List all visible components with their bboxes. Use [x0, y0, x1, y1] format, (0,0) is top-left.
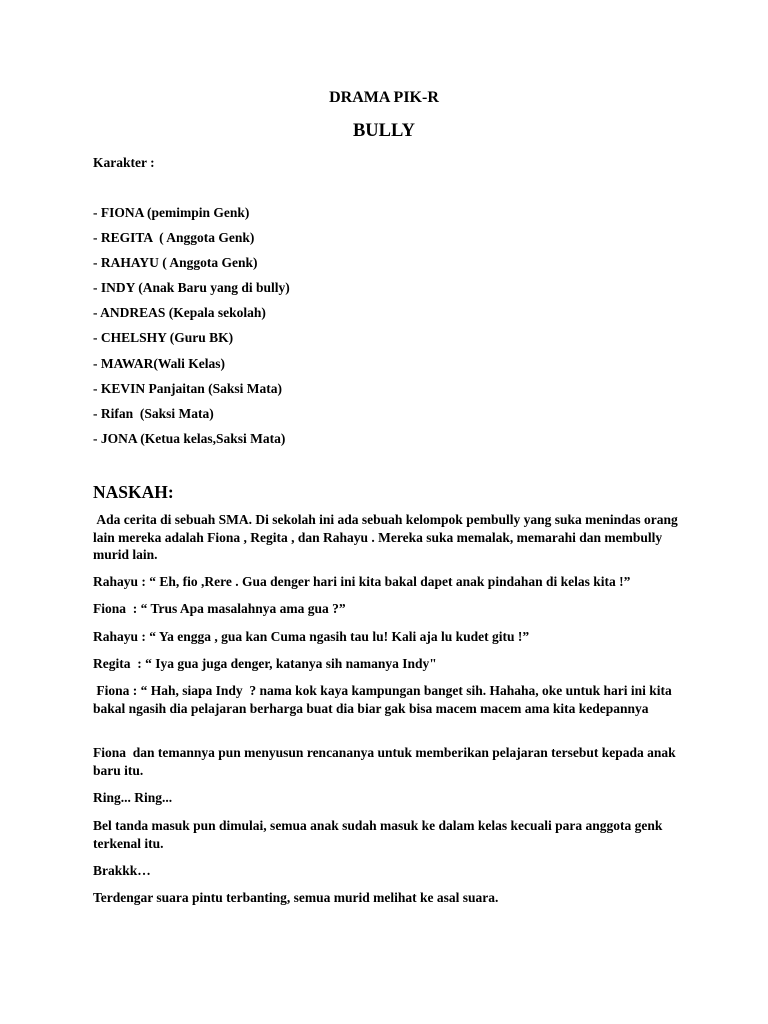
character-item: - CHELSHY (Guru BK) [93, 330, 234, 346]
script-paragraph: Brakkk… [93, 863, 151, 878]
script-paragraph: Regita : “ Iya gua juga denger, katanya sih namanya Indy" [93, 656, 437, 671]
script-paragraph: Bel tanda masuk pun dimulai, semua anak sudah masuk ke dalam kelas kecuali para anggota genk terkenal itu. [93, 818, 666, 851]
character-item: - MAWAR(Wali Kelas) [93, 355, 225, 371]
script-paragraph: Fiona : “ Trus Apa masalahnya ama gua ?” [93, 601, 346, 616]
character-item: - FIONA (pemimpin Genk) [93, 205, 250, 220]
script-paragraph: Fiona dan temannya pun menyusun rencananya untuk memberikan pelajaran tersebut kepada anak baru itu. [93, 745, 679, 778]
character-item: - RAHAYU ( Anggota Genk) [93, 255, 258, 271]
naskah-heading: NASKAH: [93, 482, 174, 502]
character-list [93, 204, 290, 455]
script-paragraph: Terdengar suara pintu terbanting, semua murid melihat ke asal suara. [93, 890, 499, 905]
script-paragraph: Rahayu : “ Ya engga , gua kan Cuma ngasih tau lu! Kali aja lu kudet gitu !” [93, 629, 530, 644]
character-item: - Rifan (Saksi Mata) [93, 405, 214, 421]
script-paragraph: Ada cerita di sebuah SMA. Di sekolah ini ada sebuah kelompok pembully yang suka menindas orang lain mereka adalah Fiona , Regita , dan Rahayu . Mereka suka memalak, memarahi dan membully murid lain. [93, 512, 682, 562]
character-item: - ANDREAS (Kepala sekolah) [93, 305, 266, 321]
document-title: DRAMA PIK-R [329, 89, 439, 106]
script-paragraph: Ring... Ring... [93, 790, 173, 805]
document-subtitle: BULLY [352, 121, 416, 141]
karakter-label: Karakter : [93, 155, 155, 170]
character-item: - REGITA ( Anggota Genk) [93, 230, 255, 246]
script-paragraph: Rahayu : “ Eh, fio ,Rere . Gua denger hari ini kita bakal dapet anak pindahan di kelas kita !” [93, 574, 631, 589]
character-item: - KEVIN Panjaitan (Saksi Mata) [93, 380, 283, 396]
character-item: - INDY (Anak Baru yang di bully) [93, 280, 290, 296]
character-item: - JONA (Ketua kelas,Saksi Mata) [93, 430, 286, 446]
script-paragraph: Fiona : “ Hah, siapa Indy ? nama kok kaya kampungan banget sih. Hahaha, oke untuk hari ini kita bakal ngasih dia pelajaran berharga buat dia biar gak bisa macem macem ama kita kedepannya [93, 683, 676, 716]
